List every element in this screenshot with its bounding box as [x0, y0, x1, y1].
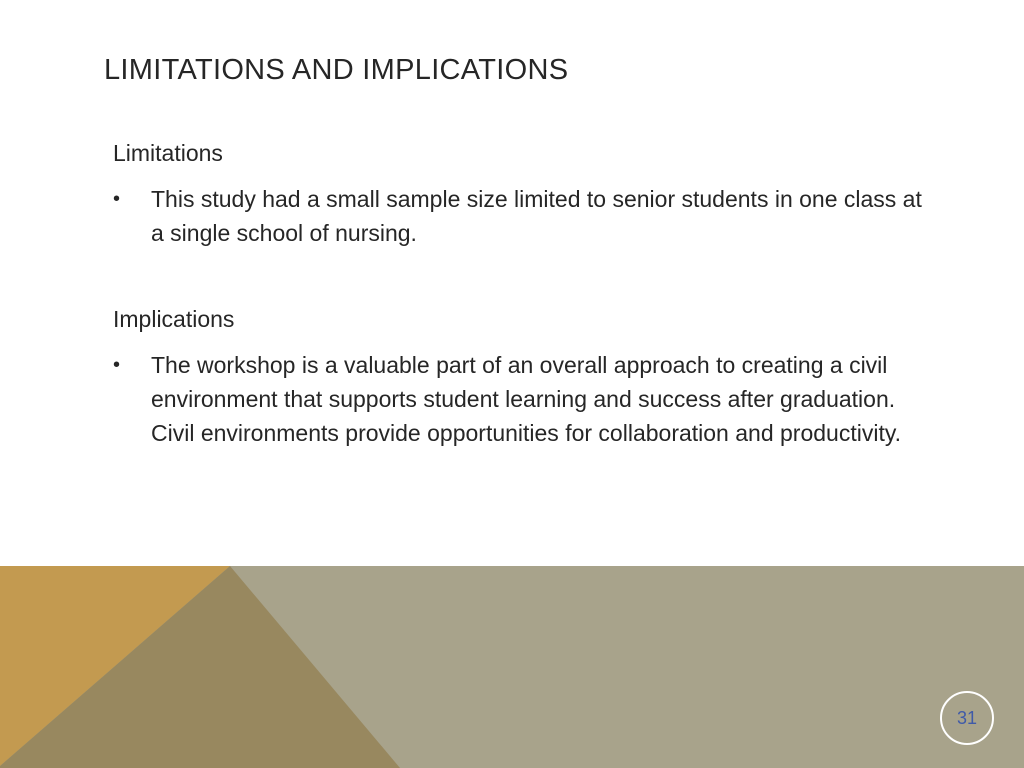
bullet-icon: •	[113, 188, 121, 210]
slide-title: LIMITATIONS AND IMPLICATIONS	[104, 54, 569, 86]
limitations-bullet	[113, 182, 933, 250]
limitations-bullet-text: This study had a small sample size limited to senior students in one class at a single school of nursing.	[151, 186, 922, 246]
page-number-badge: 31	[940, 691, 994, 745]
section-spacer	[113, 250, 933, 304]
slide-content	[113, 138, 933, 450]
implications-heading: Implications	[113, 306, 235, 332]
limitations-list	[113, 182, 933, 250]
implications-bullet	[113, 348, 933, 450]
implications-bullet-text: The workshop is a valuable part of an overall approach to creating a civil environment that supports student learning and success after graduation. Civil environments provide opportunities for collaboration and productivity.	[151, 352, 902, 446]
bullet-icon: •	[113, 354, 121, 376]
decorative-bottom-band	[0, 566, 1024, 768]
limitations-heading: Limitations	[113, 140, 223, 166]
implications-list	[113, 348, 933, 450]
